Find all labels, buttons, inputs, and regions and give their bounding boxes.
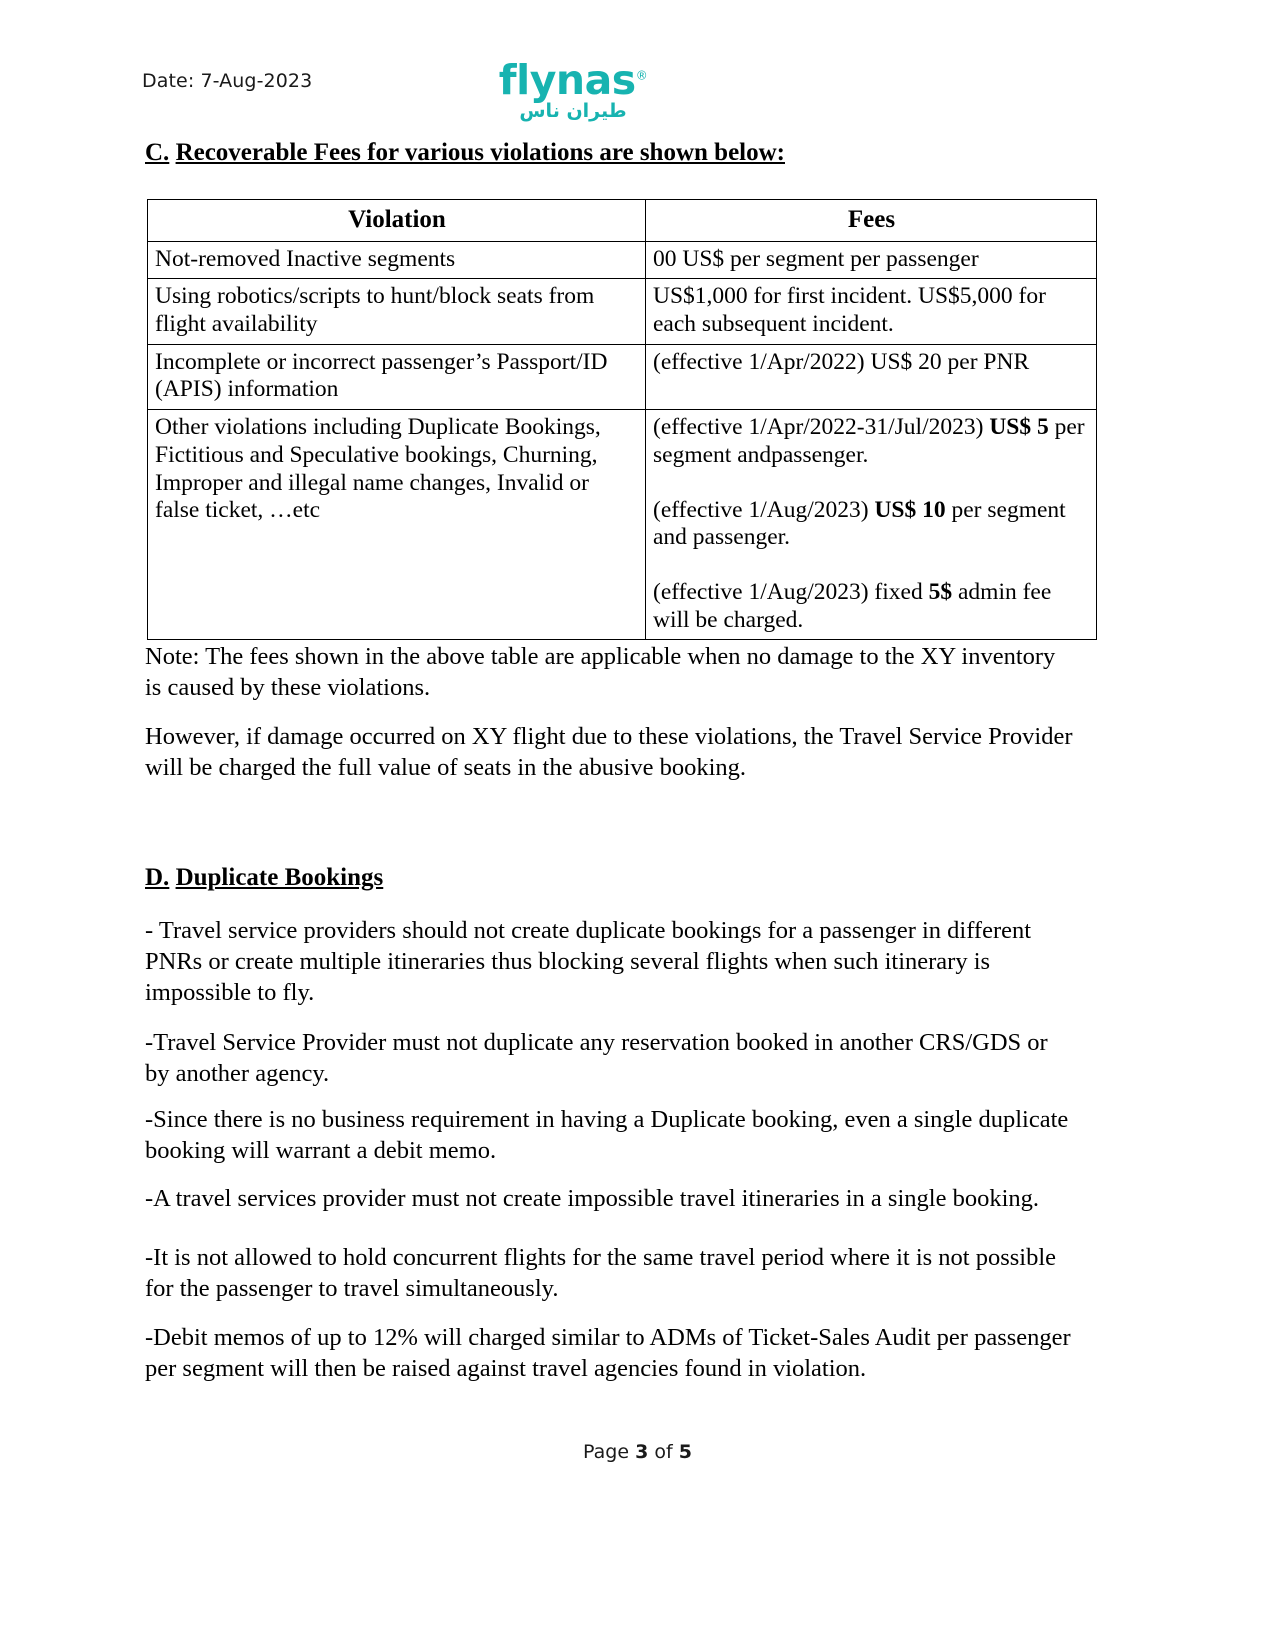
- note-paragraph: Note: The fees shown in the above table are applicable when no damage to the XY inventory is caused by these violations.: [145, 643, 1056, 701]
- cell-fees: (effective 1/Apr/2022) US$ 20 per PNR: [646, 344, 1097, 409]
- fee-text-before: (effective 1/Aug/2023): [653, 496, 875, 523]
- flynas-logo: [498, 56, 648, 122]
- fee-line: [653, 414, 1090, 469]
- document-date: Date: 7-Aug-2023: [142, 70, 313, 92]
- footer-current-page: 3: [635, 1441, 649, 1463]
- cell-violation: Not-removed Inactive segments: [148, 241, 646, 279]
- fee-text-before: (effective 1/Aug/2023) fixed: [653, 578, 929, 605]
- cell-violation: Other violations including Duplicate Bookings, Fictitious and Speculative bookings, Churning, Improper and illegal name changes, Invalid or false ticket, …etc: [148, 410, 646, 640]
- logo-wordmark-text: flynas: [498, 56, 636, 104]
- section-d-heading: [145, 864, 383, 892]
- cell-fees: 00 US$ per segment per passenger: [646, 241, 1097, 279]
- section-d-paragraph: -It is not allowed to hold concurrent flights for the same travel period where it is not possible for the passenger to travel simultaneously.: [145, 1244, 1057, 1302]
- fee-amount: US$ 10: [874, 496, 946, 523]
- column-header-violation: Violation: [148, 200, 646, 242]
- cell-violation: Using robotics/scripts to hunt/block seats from flight availability: [148, 279, 646, 344]
- table-row: [148, 410, 1097, 640]
- cell-fees: US$1,000 for first incident. US$5,000 for each subsequent incident.: [646, 279, 1097, 344]
- table-row: [148, 279, 1097, 344]
- note-paragraph: However, if damage occurred on XY flight due to these violations, the Travel Service Provider will be charged the full value of seats in the abusive booking.: [145, 723, 1073, 781]
- column-header-fees: Fees: [646, 200, 1097, 242]
- section-d-paragraph: -Travel Service Provider must not duplicate any reservation booked in another CRS/GDS or by another agency.: [145, 1029, 1048, 1087]
- cell-fees-rich: [646, 410, 1097, 640]
- footer-total-pages: 5: [678, 1441, 692, 1463]
- fee-text-after: per segment and passenger.: [653, 496, 1066, 551]
- fee-amount: US$ 5: [989, 414, 1049, 441]
- logo-arabic-text: طيران ناس: [519, 100, 627, 122]
- section-d-title: Duplicate Bookings: [175, 864, 384, 891]
- section-c-heading: [145, 139, 785, 167]
- section-d-letter: D.: [145, 864, 170, 891]
- footer-prefix: Page: [583, 1441, 636, 1463]
- recoverable-fees-table: [147, 199, 1097, 640]
- fee-text-after: per segment andpassenger.: [653, 414, 1085, 468]
- table-row: [148, 241, 1097, 279]
- cell-violation: Incomplete or incorrect passenger’s Passport/ID (APIS) information: [148, 344, 646, 409]
- logo-registered-icon: ®: [635, 68, 648, 83]
- fee-line: [653, 579, 1090, 634]
- section-d-paragraph: - Travel service providers should not create duplicate bookings for a passenger in different PNRs or create multiple itineraries thus blocking several flights when such itinerary is impossible to fly.: [145, 917, 1032, 1006]
- fee-text-after: admin fee will be charged.: [653, 578, 1052, 633]
- section-d-paragraph: -Since there is no business requirement in having a Duplicate booking, even a single duplicate booking will warrant a debit memo.: [145, 1106, 1069, 1164]
- footer-middle: of: [648, 1441, 679, 1463]
- section-d-paragraph: -A travel services provider must not create impossible travel itineraries in a single booking.: [145, 1185, 1039, 1212]
- fee-text-before: (effective 1/Apr/2022-31/Jul/2023): [653, 414, 990, 441]
- page-footer: [0, 1441, 1275, 1463]
- fee-amount: 5$: [928, 578, 953, 605]
- section-d-paragraph: -Debit memos of up to 12% will charged similar to ADMs of Ticket-Sales Audit per passenger per segment will then be raised against travel agencies found in violation.: [145, 1324, 1071, 1382]
- table-header-row: [148, 200, 1097, 242]
- table-row: [148, 344, 1097, 409]
- logo-wordmark: [498, 56, 648, 104]
- section-c-letter: C.: [145, 139, 170, 166]
- section-c-title: Recoverable Fees for various violations are shown below:: [175, 139, 785, 166]
- fee-line: [653, 497, 1090, 552]
